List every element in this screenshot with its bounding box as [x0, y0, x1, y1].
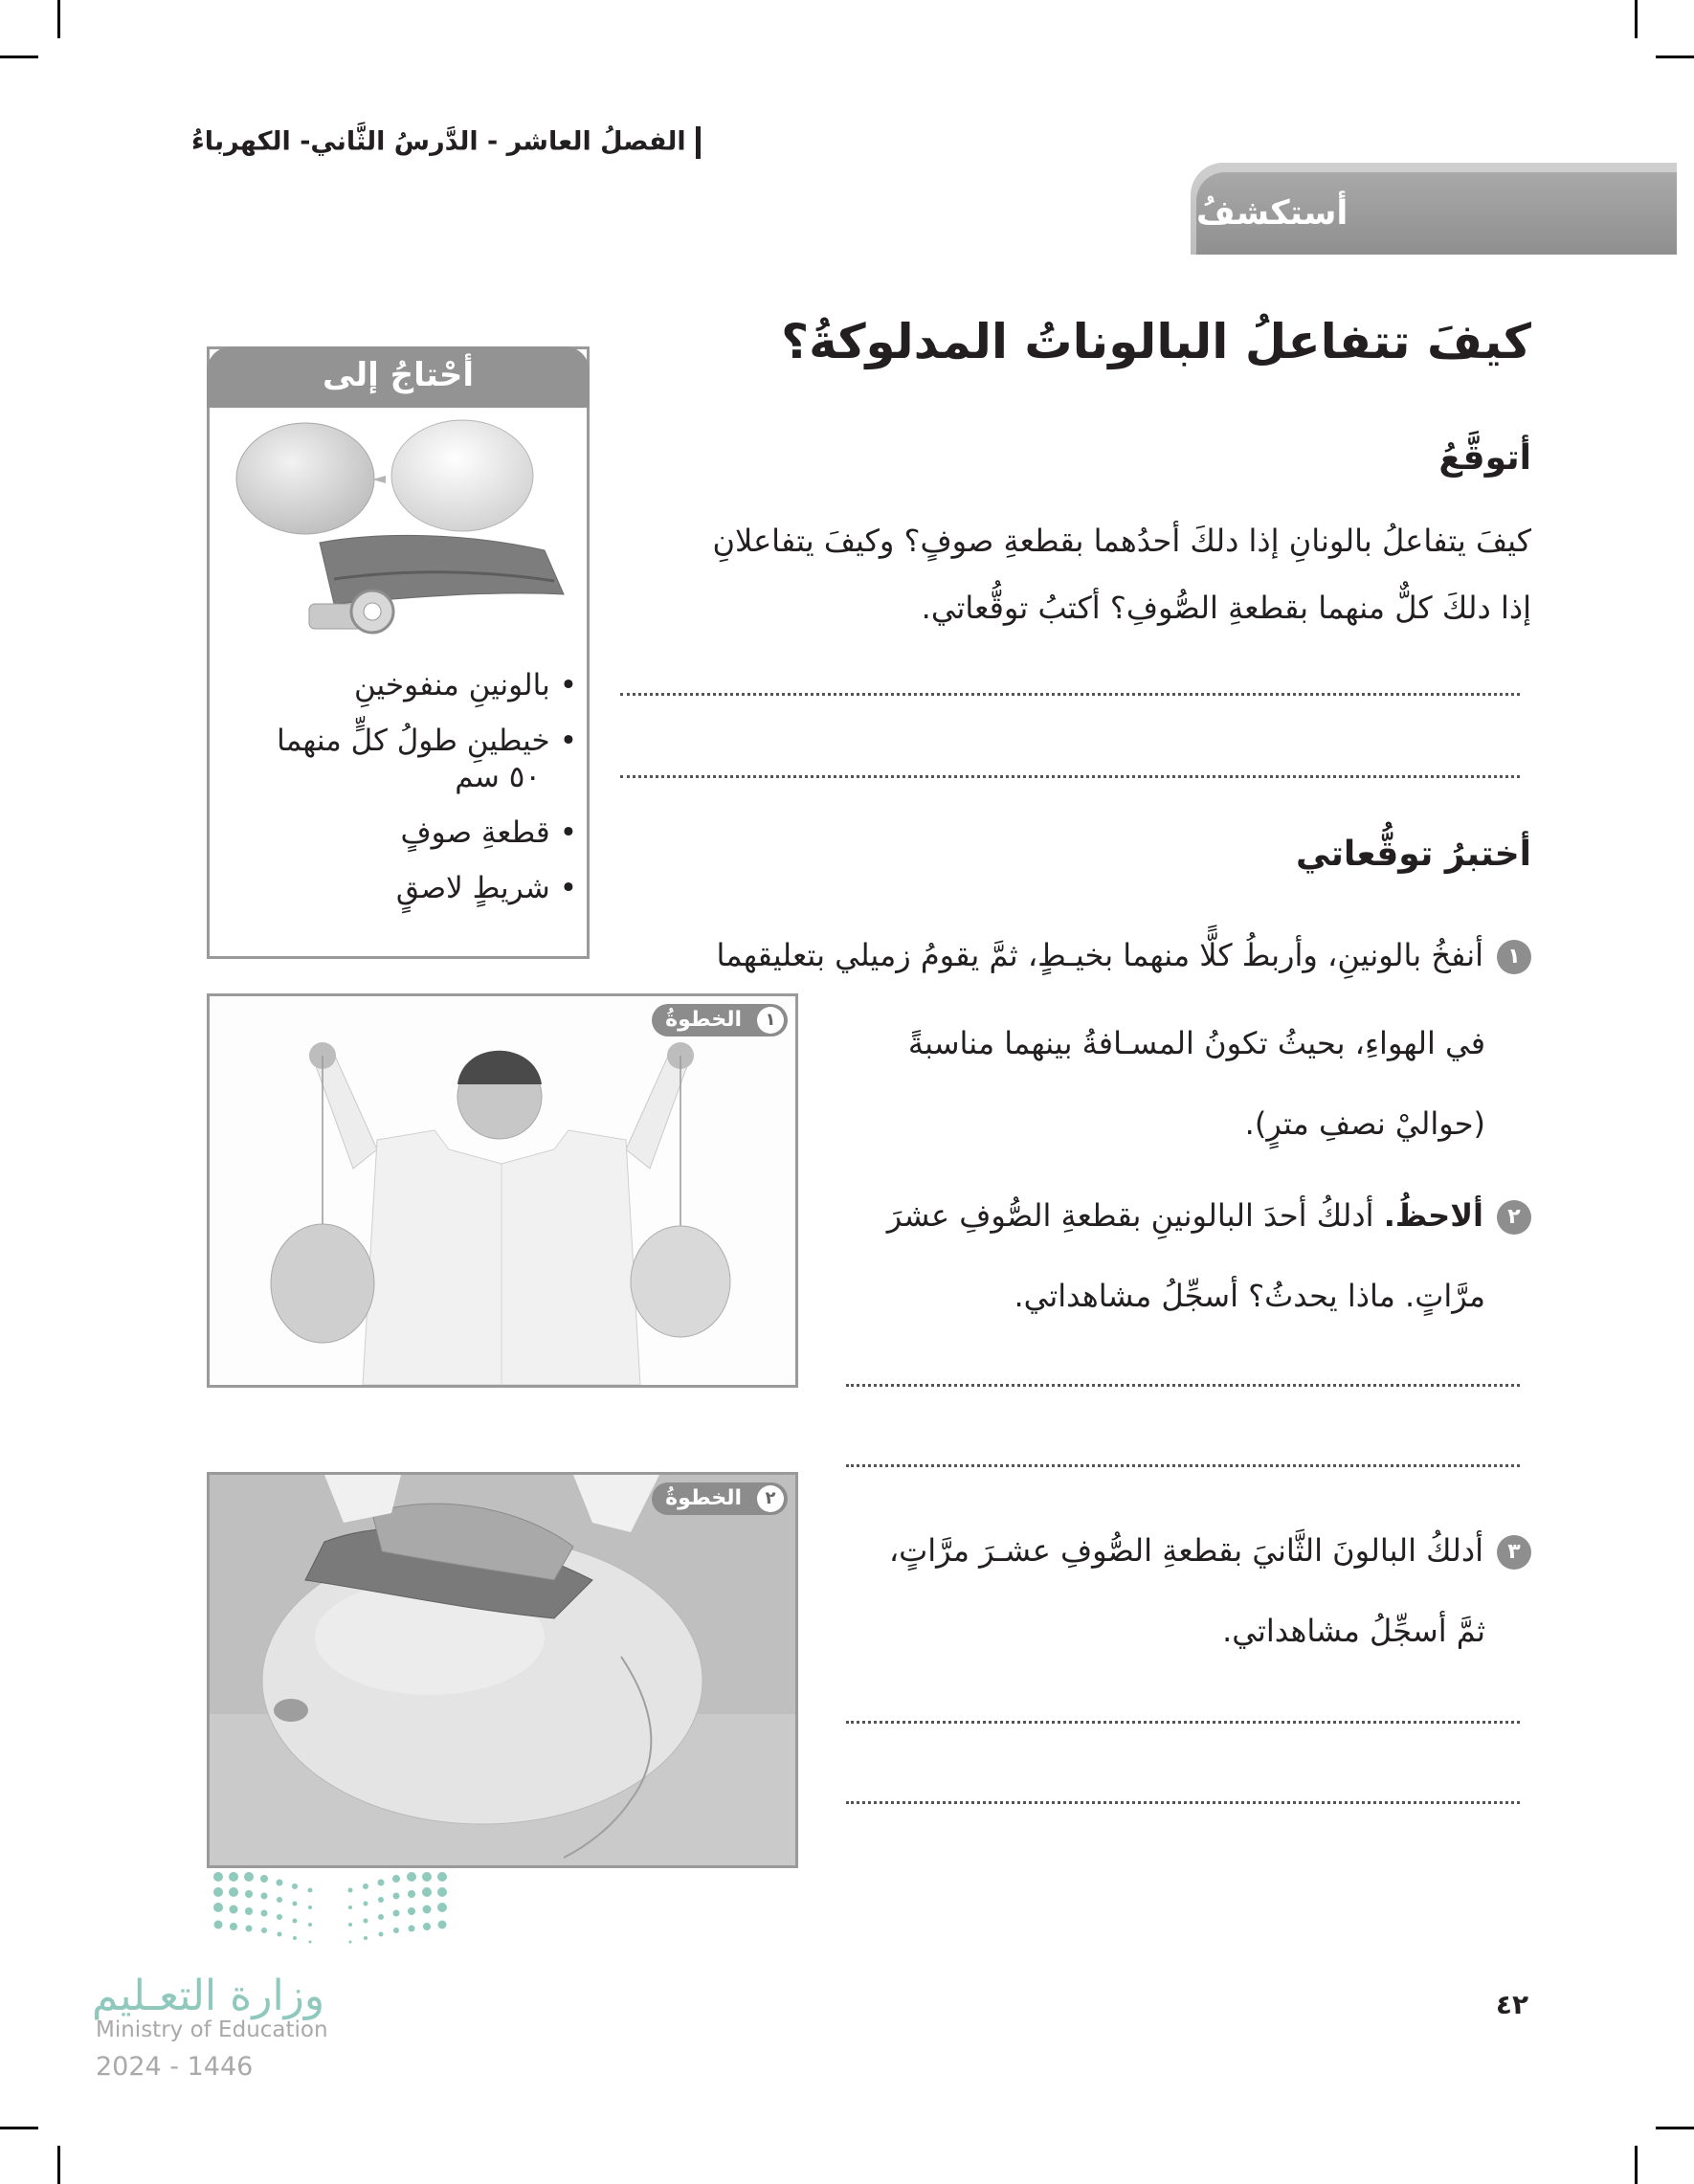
materials-item-cont: ٥٠ سم — [455, 760, 541, 794]
step-text: ثمَّ أسجِّلُ مشاهداتي. — [1222, 1613, 1485, 1649]
section-tab — [1191, 163, 1677, 255]
step-text: (حواليْ نصفِ مترٍ). — [1244, 1105, 1485, 1142]
step-text: أدلكُ أحدَ البالونينِ بقطعةِ الصُّوفِ عشرَ — [886, 1197, 1384, 1234]
step-2-tag-number: ٢ — [757, 1485, 784, 1512]
step-1-tag: الخطوةُ ١ — [652, 1004, 788, 1036]
predict-line: إذا دلكَ كلٌّ منهما بقطعةِ الصُّوفِ؟ أكتبُ توقُّعاتي. — [921, 590, 1531, 626]
crop-mark — [1635, 0, 1638, 38]
predict-heading: أتوقَّعُ — [1438, 438, 1531, 478]
main-question: كيفَ تتفاعلُ البالوناتُ المدلوكةُ؟ — [781, 314, 1531, 369]
answer-line[interactable] — [846, 1721, 1520, 1724]
ministry-year: 2024 - 1446 — [96, 2052, 254, 2082]
balloon-icon — [271, 1224, 374, 1343]
ministry-name-english: Ministry of Education — [96, 2017, 328, 2042]
step-2-tag: الخطوةُ ٢ — [652, 1482, 788, 1515]
step-1-tag-number: ١ — [757, 1007, 784, 1034]
crop-mark — [1656, 2127, 1694, 2129]
answer-line[interactable] — [620, 775, 1520, 778]
step-1-photo — [207, 993, 798, 1388]
header-bar — [696, 126, 701, 159]
materials-item: • قطعةِ صوفٍ — [219, 805, 577, 860]
materials-heading: أحْتاجُ إلى — [207, 346, 590, 408]
running-header — [191, 126, 708, 159]
step-1-cont — [823, 1003, 1531, 1164]
step-number: ٣ — [1497, 1535, 1531, 1570]
crop-mark — [1635, 2146, 1638, 2184]
predict-line: كيفَ يتفاعلُ بالونانِ إذا دلكَ أحدُهما بقطعةِ صوفٍ؟ وكيفَ يتفاعلانِ — [712, 523, 1531, 559]
wool-cloth-icon — [320, 535, 564, 604]
answer-line[interactable] — [846, 1384, 1520, 1387]
step-text: في الهواءِ، بحيثُ تكونُ المسـافةُ بينهما مناسبةً — [907, 1025, 1485, 1061]
materials-item: • بالونينِ منفوخينِ — [219, 657, 577, 713]
step-1 — [603, 915, 1531, 995]
step-keyword: ألاحظُ. — [1383, 1197, 1483, 1234]
materials-list — [219, 657, 577, 916]
test-heading: أختبرُ توقُّعاتي — [1295, 835, 1531, 874]
answer-line[interactable] — [846, 1464, 1520, 1467]
page-number: ٤٢ — [1495, 1989, 1529, 2020]
step-3 — [823, 1510, 1531, 1671]
materials-box — [207, 346, 590, 959]
balloon-icon — [236, 423, 374, 534]
ministry-logo-icon — [212, 1871, 452, 1948]
step-number: ٢ — [1497, 1200, 1531, 1235]
step-number: ١ — [1497, 940, 1531, 974]
answer-line[interactable] — [620, 693, 1520, 696]
step-2-photo — [207, 1472, 798, 1868]
crop-mark — [0, 2127, 38, 2129]
section-tab-label: أستكشفُ — [1196, 194, 1349, 233]
balloon-icon — [391, 420, 533, 531]
materials-illustration — [229, 416, 573, 636]
balloon-icon — [631, 1226, 730, 1337]
crop-mark — [57, 2146, 60, 2184]
answer-line[interactable] — [846, 1801, 1520, 1804]
rubbing-balloon-image — [210, 1475, 795, 1865]
predict-paragraph — [603, 507, 1531, 641]
step-2 — [823, 1175, 1531, 1336]
step-text: أنفخُ بالونينِ، وأربطُ كلًّا منهما بخيـطٍ، ثمَّ يقومُ زميلي بتعليقهما — [716, 937, 1483, 973]
crop-mark — [57, 0, 60, 38]
step-text: مرَّاتٍ. ماذا يحدثُ؟ أسجِّلُ مشاهداتي. — [1014, 1278, 1485, 1314]
boy-holding-balloons-image — [210, 996, 795, 1385]
materials-item: • شريطٍ لاصقٍ — [219, 860, 577, 916]
running-title: الفصلُ العاشر - الدَّرسُ الثَّاني- الكهرباءُ — [191, 126, 686, 157]
crop-mark — [1656, 56, 1694, 58]
crop-mark — [0, 56, 38, 58]
step-text: أدلكُ البالونَ الثَّانيَ بقطعةِ الصُّوفِ عشـرَ مرَّاتٍ، — [888, 1532, 1483, 1569]
ministry-name-arabic: وزارة التعـليم — [92, 1972, 325, 2020]
materials-item: • خيطينِ طولُ كلٍّ منهما ٥٠ سم — [219, 713, 577, 805]
